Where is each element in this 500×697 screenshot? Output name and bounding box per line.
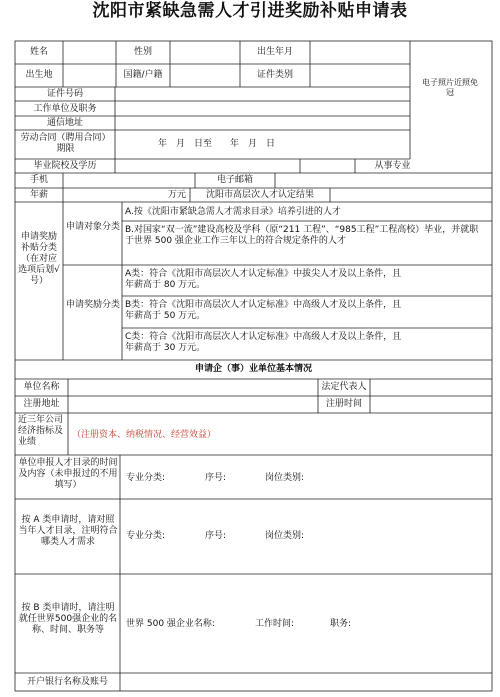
label-category: 申请奖励补贴分类（在对应选项后划√号） bbox=[18, 232, 60, 286]
label-birthplace: 出生地 bbox=[25, 70, 53, 80]
catalog-post-class: 岗位类别: bbox=[265, 473, 305, 483]
category-b: B类：符合《沈阳市高层次人才认定标准》中高级人才及以上条件，且年薪高于 50 万元。 bbox=[125, 300, 402, 321]
label-target-class: 申请对象分类 bbox=[66, 222, 121, 232]
label-catalog-question: 单位申报人才目录的时间及内容（未申报过的不用填写） bbox=[18, 458, 118, 490]
label-address: 通信地址 bbox=[46, 118, 83, 128]
photo-placeholder: 电子照片近照免冠 bbox=[422, 78, 478, 97]
a-pro-class: 专业分类: bbox=[126, 531, 166, 541]
label-legal-rep: 法定代表人 bbox=[321, 382, 367, 392]
label-nationality: 国籍/户籍 bbox=[123, 70, 163, 80]
label-birth-ym: 出生年月 bbox=[256, 47, 293, 57]
ops3-hint: （注册资本、纳税情况、经营效益） bbox=[72, 430, 217, 440]
label-school: 毕业院校及学历 bbox=[33, 161, 97, 171]
option-b: B.对国家“双一流”建设高校及学科（原“211 工程”、“985工程”工程高校）毕业，并就职于世界 500 强企业工作三年以上的符合规定条件的人才 bbox=[125, 225, 479, 246]
label-reward-class: 申请奖励分类 bbox=[66, 300, 121, 310]
category-c: C类：符合《沈阳市高层次人才认定标准》中高级人才及以上条件，且年薪高于 30 万元。 bbox=[125, 332, 402, 353]
catalog-pro-class: 专业分类: bbox=[126, 473, 166, 483]
label-contract: 劳动合同（聘用合同）期限 bbox=[20, 133, 111, 154]
label-major: 从事专业 bbox=[374, 161, 411, 171]
label-bank: 开户银行名称及账号 bbox=[26, 677, 108, 687]
label-reg-addr: 注册地址 bbox=[23, 399, 60, 409]
a-post-class: 岗位类别: bbox=[265, 531, 305, 541]
label-a-question: 按 A 类申请时，请对照当年人才目录，注明符合哪类人才需求 bbox=[18, 515, 118, 547]
label-id-type: 证件类别 bbox=[256, 70, 293, 80]
position: 职务: bbox=[330, 619, 352, 629]
label-ops3: 近三年公司经济指标及业绩 bbox=[18, 415, 64, 447]
work-time: 工作时间: bbox=[255, 619, 295, 629]
form-title: 沈阳市紧缺急需人才引进奖励补贴申请表 bbox=[92, 1, 408, 21]
label-salary: 年薪 bbox=[29, 190, 48, 200]
option-a: A.按《沈阳市紧缺急需人才需求目录》培养引进的人才 bbox=[125, 207, 341, 217]
catalog-seq-no: 序号: bbox=[205, 473, 227, 483]
label-workplace: 工作单位及职务 bbox=[33, 104, 97, 114]
label-id-no: 证件号码 bbox=[46, 89, 83, 99]
a-seq-no: 序号: bbox=[205, 531, 227, 541]
label-mobile: 手机 bbox=[29, 175, 48, 185]
label-b-question: 按 B 类申请时，请注明就任世界500强企业的名称、时间、职务等 bbox=[18, 603, 118, 635]
label-name: 姓名 bbox=[29, 47, 48, 57]
category-a: A类：符合《沈阳市高层次人才认定标准》中拔尖人才及以上条件，且年薪高于 80 万元。 bbox=[125, 269, 402, 290]
fortune500-name: 世界 500 强企业名称: bbox=[126, 619, 215, 629]
contract-dates: 年 月 日至 年 月 日 bbox=[158, 139, 276, 149]
label-wan: 万元 bbox=[168, 190, 187, 200]
section-title: 申请企（事）业单位基本情况 bbox=[194, 364, 312, 374]
label-level-result: 沈阳市高层次人才认定结果 bbox=[205, 190, 314, 200]
label-gender: 性别 bbox=[133, 47, 152, 57]
label-email: 电子邮箱 bbox=[216, 175, 253, 185]
label-unit-name: 单位名称 bbox=[23, 382, 60, 392]
label-reg-time: 注册时间 bbox=[325, 399, 362, 409]
